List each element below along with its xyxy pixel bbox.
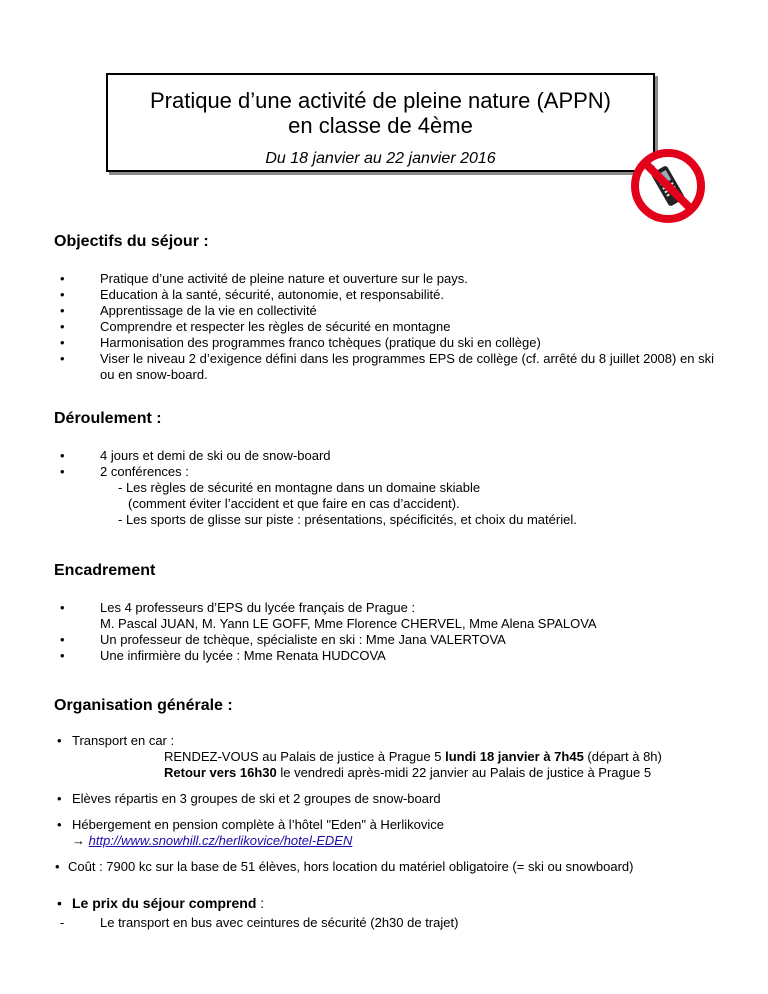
prix-item: - Le transport en bus avec ceintures de sécurité (2h30 de trajet): [60, 915, 459, 930]
hotel-link[interactable]: http://www.snowhill.cz/herlikovice/hotel-EDEN: [88, 833, 353, 848]
list-item: • Hébergement en pension complète à l’hôtel "Eden" à Herlikovice → http://www.snowhill.cz/herlikovice/hotel-EDEN: [54, 817, 714, 849]
organisation-list: [54, 733, 714, 911]
list-item: • Elèves répartis en 3 groupes de ski et 2 groupes de snow-board: [57, 791, 441, 806]
sub-item: - Les sports de glisse sur piste : présentations, spécificités, et choix du matériel.: [118, 512, 577, 527]
arrow-right-icon: →: [72, 833, 85, 848]
no-mobile-phone-icon: [629, 147, 707, 225]
section-organisation: [54, 697, 714, 931]
list-item: • 2 conférences : - Les règles de sécurité en montagne dans un domaine skiable (comment éviter l’accident et que faire en cas d’accident). - Les sports de glisse sur piste : présentations, spécificités, et choix du matériel.: [54, 464, 714, 528]
section-deroulement: [54, 410, 714, 528]
page-title-line-2: en classe de 4ème: [288, 113, 473, 138]
heading-organisation: Organisation générale :: [54, 697, 233, 714]
hotel-link-line: [72, 833, 714, 849]
list-item: • Les 4 professeurs d’EPS du lycée français de Prague : M. Pascal JUAN, M. Yann LE GOFF, Mme Florence CHERVEL, Mme Alena SPALOVA: [54, 600, 714, 632]
list-item: • Apprentissage de la vie en collectivité: [60, 303, 317, 318]
list-item: • Le prix du séjour comprend :: [57, 895, 265, 911]
list-item: • 4 jours et demi de ski ou de snow-board: [60, 448, 331, 463]
objectifs-list: [54, 271, 714, 383]
sub-item: - Les règles de sécurité en montagne dans un domaine skiable: [118, 480, 481, 495]
page-title-line-1: Pratique d’une activité de pleine nature (APPN): [149, 88, 612, 113]
list-item: • Education à la santé, sécurité, autonomie, et responsabilité.: [60, 287, 444, 302]
dates-subtitle: Du 18 janvier au 22 janvier 2016: [265, 150, 496, 167]
list-item: • Pratique d’une activité de pleine nature et ouverture sur le pays.: [60, 271, 468, 286]
heading-deroulement: Déroulement :: [54, 410, 162, 427]
list-item: • Viser le niveau 2 d’exigence défini dans les programmes EPS de collège (cf. arrêté du 8 juillet 2008) en ski ou en snow-board.: [60, 351, 714, 382]
section-encadrement: [54, 562, 714, 664]
list-item: • Une infirmière du lycée : Mme Renata HUDCOVA: [60, 648, 386, 663]
title-box: [106, 73, 655, 172]
section-objectifs: [54, 233, 714, 383]
list-item: • Comprendre et respecter les règles de sécurité en montagne: [60, 319, 451, 334]
list-item: • Transport en car : RENDEZ-VOUS au Palais de justice à Prague 5 lundi 18 janvier à 7h45 (départ à 8h) Retour vers 16h30 le vendredi après-midi 22 janvier au Palais de justice à Prague 5: [54, 733, 714, 781]
heading-encadrement: Encadrement: [54, 562, 156, 579]
retour-line: Retour vers 16h30 le vendredi après-midi 22 janvier au Palais de justice à Prague 5: [164, 765, 652, 780]
list-item: • Harmonisation des programmes franco tchèques (pratique du ski en collège): [60, 335, 541, 350]
list-item: • Un professeur de tchèque, spécialiste en ski : Mme Jana VALERTOVA: [60, 632, 506, 647]
sub-item-continuation: (comment éviter l’accident et que faire en cas d’accident).: [128, 496, 460, 511]
rendez-vous-line: RENDEZ-VOUS au Palais de justice à Prague 5 lundi 18 janvier à 7h45 (départ à 8h): [164, 749, 662, 764]
list-item: • Coût : 7900 kc sur la base de 51 élèves, hors location du matériel obligatoire (= ski ou snowboard): [55, 859, 634, 874]
staff-names: M. Pascal JUAN, M. Yann LE GOFF, Mme Florence CHERVEL, Mme Alena SPALOVA: [100, 616, 597, 631]
heading-objectifs: Objectifs du séjour :: [54, 233, 209, 250]
encadrement-list: [54, 600, 714, 664]
deroulement-list: [54, 448, 714, 528]
